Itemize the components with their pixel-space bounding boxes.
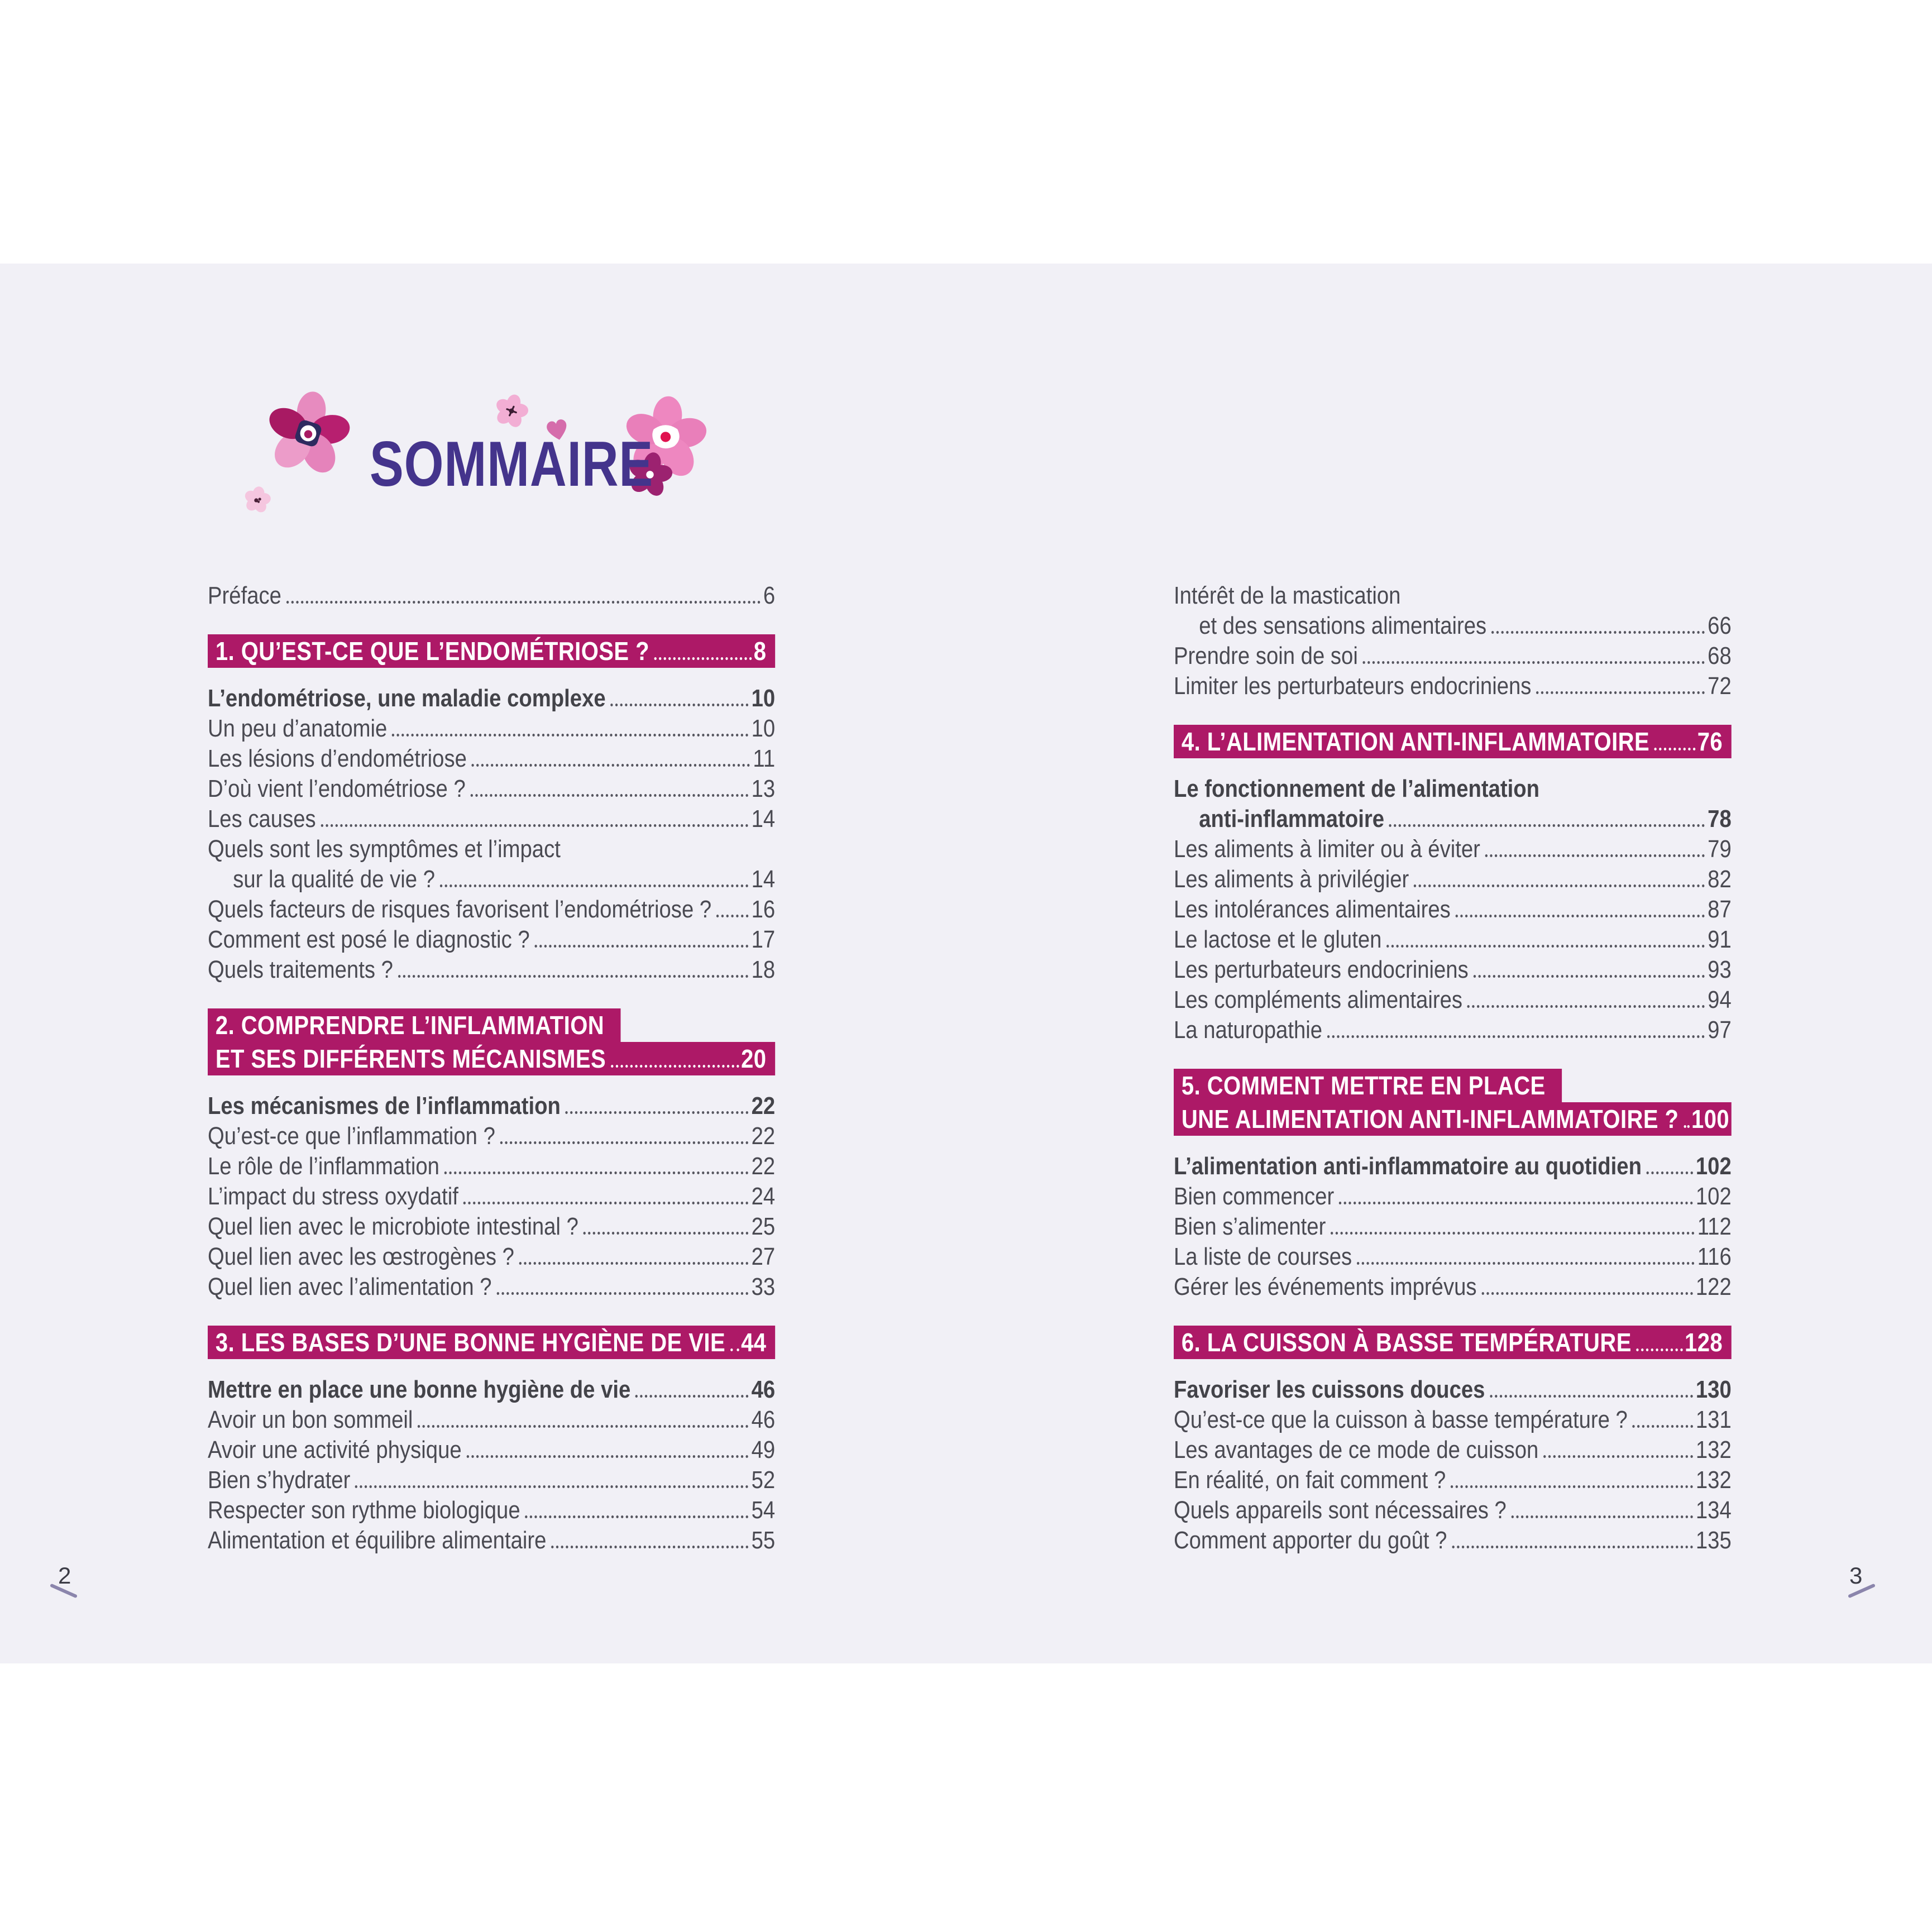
toc-section-label: UNE ALIMENTATION ANTI-INFLAMMATOIRE ? (1181, 1104, 1679, 1134)
toc-entry-page: 68 (1708, 642, 1732, 669)
toc-entry-label: Le lactose et le gluten (1174, 926, 1382, 953)
toc-entry-label: Quels sont les symptômes et l’impact (208, 835, 561, 863)
dot-leader (444, 1171, 749, 1174)
toc-entry-label: Les causes (208, 805, 316, 833)
toc-entry (1174, 640, 1732, 670)
toc-entry-page: 54 (751, 1496, 776, 1524)
dot-leader (1455, 915, 1704, 917)
toc-entry-page: 14 (751, 805, 776, 833)
toc-entry (1174, 1494, 1732, 1524)
toc-entry-page: 97 (1708, 1016, 1732, 1044)
dot-leader (525, 1515, 748, 1518)
dot-leader (534, 945, 748, 948)
corner-page-number-right: 3 (1849, 1562, 1863, 1589)
toc-entry-label: Favoriser les cuissons douces (1174, 1376, 1485, 1403)
toc-entry-page: 93 (1708, 956, 1732, 983)
dot-leader (1491, 631, 1705, 634)
dot-leader (1543, 1455, 1693, 1458)
toc-section-page: 76 (1697, 727, 1723, 756)
toc-entry-label: anti-inflammatoire (1199, 805, 1385, 833)
toc-entry (208, 833, 775, 863)
toc-entry (1174, 863, 1732, 893)
toc-entry-label: sur la qualité de vie ? (233, 865, 435, 893)
dot-leader (551, 1546, 748, 1548)
toc-entry-page: 94 (1708, 986, 1732, 1013)
dot-leader (1481, 1292, 1692, 1295)
toc-entry (208, 580, 775, 610)
toc-section-bar (208, 634, 775, 668)
toc-entry-page: 66 (1708, 612, 1732, 639)
toc-section-label: ET SES DIFFÉRENTS MÉCANISMES (215, 1044, 606, 1073)
dot-leader (286, 601, 761, 604)
toc-entry-label: L’endométriose, une maladie complexe (208, 685, 606, 712)
toc-section-bar (1174, 1102, 1732, 1136)
toc-entry (1174, 954, 1732, 984)
toc-entry-page: 18 (751, 956, 776, 983)
toc-entry-page: 46 (751, 1376, 776, 1403)
toc-entry-page: 25 (751, 1213, 776, 1240)
dot-leader (321, 824, 748, 827)
dot-leader (1637, 1348, 1683, 1351)
dot-leader (1414, 884, 1705, 887)
toc-entry-page: 14 (751, 865, 776, 893)
toc-entry-page: 49 (751, 1436, 776, 1464)
toc-entry-page: 135 (1695, 1527, 1732, 1554)
toc-entry (1174, 580, 1732, 610)
toc-entry-label: Avoir un bon sommeil (208, 1406, 413, 1433)
toc-section-label: 3. LES BASES D’UNE BONNE HYGIÈNE DE VIE (215, 1328, 726, 1357)
corner-page-number-left: 2 (58, 1562, 71, 1589)
toc-entry (208, 1494, 775, 1524)
toc-entry (1174, 610, 1732, 640)
toc-entry-label: Mettre en place une bonne hygiène de vie (208, 1376, 631, 1403)
toc-left-column (208, 580, 775, 1555)
toc-entry-page: 22 (751, 1152, 776, 1180)
toc-entry (1174, 1374, 1732, 1404)
toc-entry-page: 22 (751, 1122, 776, 1150)
toc-entry-label: Préface (208, 582, 281, 609)
dot-leader (610, 704, 748, 706)
toc-entry (208, 1090, 775, 1120)
toc-entry-page: 6 (763, 582, 776, 609)
toc-section-header (1174, 1326, 1732, 1359)
dot-leader (392, 734, 748, 737)
dot-leader (398, 975, 749, 978)
toc-entry-page: 13 (751, 775, 776, 802)
toc-entry (208, 1120, 775, 1150)
toc-entry (1174, 1014, 1732, 1044)
dot-leader (470, 794, 748, 797)
dot-leader (611, 1065, 739, 1068)
toc-entry-label: La liste de courses (1174, 1243, 1352, 1270)
toc-entry-page: 91 (1708, 926, 1732, 953)
toc-entry (208, 1241, 775, 1271)
toc-section-label: 4. L’ALIMENTATION ANTI-INFLAMMATOIRE (1181, 727, 1650, 756)
toc-entry-label: Quel lien avec l’alimentation ? (208, 1273, 492, 1300)
toc-entry-page: 78 (1708, 805, 1732, 833)
toc-entry-label: Qu’est-ce que la cuisson à basse température ? (1174, 1406, 1628, 1433)
toc-entry-label: Le rôle de l’inflammation (208, 1152, 439, 1180)
dot-leader (1357, 1262, 1695, 1265)
dot-leader (463, 1202, 749, 1204)
toc-entry-label: L’alimentation anti-inflammatoire au quotidien (1174, 1152, 1642, 1180)
toc-entry (208, 1464, 775, 1494)
dot-leader (1684, 1125, 1689, 1128)
toc-section-header (208, 634, 775, 668)
toc-entry-page: 10 (751, 715, 776, 742)
toc-section-bar (208, 1042, 775, 1075)
dot-leader (635, 1395, 748, 1398)
toc-entry-page: 130 (1695, 1376, 1732, 1403)
dot-leader (466, 1455, 748, 1458)
dot-leader (355, 1485, 748, 1488)
toc-entry-page: 102 (1695, 1183, 1732, 1210)
toc-entry-label: Prendre soin de soi (1174, 642, 1358, 669)
toc-section-label: 5. COMMENT METTRE EN PLACE (1181, 1071, 1546, 1100)
toc-entry (1174, 670, 1732, 700)
toc-entry-page: 55 (751, 1527, 776, 1554)
toc-entry-label: Gérer les événements imprévus (1174, 1273, 1477, 1300)
toc-entry (1174, 773, 1732, 803)
toc-entry-page: 46 (751, 1406, 776, 1433)
toc-entry (1174, 1150, 1732, 1180)
toc-entry (1174, 1434, 1732, 1464)
toc-entry (208, 1150, 775, 1180)
toc-entry-page: 112 (1697, 1213, 1732, 1240)
toc-entry-label: En réalité, on fait comment ? (1174, 1466, 1446, 1494)
toc-entry (1174, 1524, 1732, 1555)
toc-entry (1174, 833, 1732, 863)
toc-entry-page: 33 (751, 1273, 776, 1300)
toc-entry-label: Quels traitements ? (208, 956, 393, 983)
dot-leader (1536, 691, 1705, 694)
toc-entry-page: 134 (1695, 1496, 1732, 1524)
dot-leader (1363, 661, 1705, 664)
toc-section-bar (208, 1326, 775, 1359)
toc-section-label: 6. LA CUISSON À BASSE TEMPÉRATURE (1181, 1328, 1632, 1357)
dot-leader (1485, 854, 1705, 857)
toc-entry (208, 712, 775, 743)
toc-entry-label: Les aliments à privilégier (1174, 865, 1409, 893)
toc-section-page: 128 (1685, 1328, 1723, 1357)
toc-entry-label: Les lésions d’endométriose (208, 745, 467, 772)
dot-leader (1389, 824, 1705, 827)
toc-entry-page: 122 (1695, 1273, 1732, 1300)
dot-leader (654, 657, 752, 660)
toc-entry (208, 863, 775, 893)
toc-entry (1174, 1211, 1732, 1241)
toc-section-bar (208, 1008, 621, 1042)
dot-leader (1467, 1005, 1705, 1008)
toc-entry-label: Qu’est-ce que l’inflammation ? (208, 1122, 495, 1150)
toc-entry (208, 682, 775, 712)
toc-entry (1174, 1180, 1732, 1211)
toc-section-page: 8 (753, 637, 767, 666)
dot-leader (1452, 1546, 1693, 1548)
toc-entry-label: Bien s’alimenter (1174, 1213, 1326, 1240)
toc-entry-label: Bien commencer (1174, 1183, 1335, 1210)
toc-section-page: 20 (741, 1044, 767, 1073)
toc-entry (1174, 1241, 1732, 1271)
left-flower-icon (264, 389, 353, 478)
dot-leader (1512, 1515, 1693, 1518)
toc-entry (1174, 1464, 1732, 1494)
toc-entry-label: Les compléments alimentaires (1174, 986, 1463, 1013)
toc-entry-page: 87 (1708, 896, 1732, 923)
toc-entry-label: Alimentation et équilibre alimentaire (208, 1527, 547, 1554)
toc-section-page: 100 (1691, 1104, 1730, 1134)
toc-section-label: 2. COMPRENDRE L’INFLAMMATION (215, 1011, 605, 1040)
toc-entry-label: Comment apporter du goût ? (1174, 1527, 1447, 1554)
toc-entry-label: Un peu d’anatomie (208, 715, 388, 742)
toc-entry-label: Le fonctionnement de l’alimentation (1174, 775, 1540, 802)
dot-leader (584, 1232, 749, 1235)
dot-leader (519, 1262, 749, 1265)
toc-entry-page: 72 (1708, 672, 1732, 700)
dot-leader (1339, 1202, 1693, 1204)
toc-entry (208, 1404, 775, 1434)
dot-leader (1451, 1485, 1693, 1488)
toc-entry-page: 24 (751, 1183, 776, 1210)
toc-entry-page: 102 (1695, 1152, 1732, 1180)
dot-leader (440, 884, 749, 887)
toc-section-bar (1174, 1069, 1562, 1102)
toc-entry-page: 52 (751, 1466, 776, 1494)
toc-entry-label: Avoir une activité physique (208, 1436, 462, 1464)
page-title: SOMMAIRE (370, 429, 653, 500)
toc-entry (1174, 803, 1732, 833)
toc-entry-page: 116 (1697, 1243, 1732, 1270)
toc-entry-page: 82 (1708, 865, 1732, 893)
dot-leader (500, 1141, 749, 1144)
toc-entry-label: Quel lien avec les œstrogènes ? (208, 1243, 514, 1270)
toc-entry-label: D’où vient l’endométriose ? (208, 775, 466, 802)
toc-entry-label: Intérêt de la mastication (1174, 582, 1401, 609)
toc-entry (208, 1524, 775, 1555)
toc-entry-label: Quels facteurs de risques favorisent l’endométriose ? (208, 896, 712, 923)
toc-entry (1174, 1271, 1732, 1301)
toc-entry (208, 954, 775, 984)
toc-entry-page: 10 (751, 685, 776, 712)
toc-entry-page: 132 (1695, 1436, 1732, 1464)
dot-leader (1490, 1395, 1693, 1398)
toc-section-bar (1174, 1326, 1732, 1359)
toc-entry (208, 924, 775, 954)
dot-leader (1654, 748, 1695, 750)
toc-entry (1174, 924, 1732, 954)
toc-entry-page: 22 (751, 1092, 776, 1120)
toc-section-bar (1174, 725, 1732, 758)
toc-entry-label: et des sensations alimentaires (1199, 612, 1487, 639)
dot-leader (1473, 975, 1705, 978)
tiny-flower-icon (243, 485, 272, 514)
toc-entry-label: Les perturbateurs endocriniens (1174, 956, 1469, 983)
toc-entry-page: 131 (1695, 1406, 1732, 1433)
dot-leader (730, 1348, 739, 1351)
toc-entry-label: Respecter son rythme biologique (208, 1496, 520, 1524)
toc-entry (208, 803, 775, 833)
toc-entry (1174, 893, 1732, 924)
toc-entry-label: Les intolérances alimentaires (1174, 896, 1451, 923)
toc-entry (208, 743, 775, 773)
dot-leader (716, 915, 748, 917)
toc-section-label: 1. QU’EST-CE QUE L’ENDOMÉTRIOSE ? (215, 637, 649, 666)
dot-leader (1327, 1035, 1705, 1038)
toc-entry (208, 1374, 775, 1404)
toc-entry-label: Quel lien avec le microbiote intestinal ? (208, 1213, 578, 1240)
toc-entry (208, 773, 775, 803)
toc-section-header (208, 1326, 775, 1359)
toc-entry (208, 893, 775, 924)
toc-entry-label: Limiter les perturbateurs endocriniens (1174, 672, 1532, 700)
dot-leader (1386, 945, 1705, 948)
toc-entry (1174, 1404, 1732, 1434)
toc-right-column (1174, 580, 1732, 1555)
dot-leader (418, 1425, 748, 1428)
toc-entry-label: Les aliments à limiter ou à éviter (1174, 835, 1480, 863)
toc-entry-label: Quels appareils sont nécessaires ? (1174, 1496, 1507, 1524)
dot-leader (566, 1111, 749, 1114)
toc-section-header (1174, 1069, 1732, 1136)
dot-leader (1633, 1425, 1693, 1428)
toc-entry-page: 79 (1708, 835, 1732, 863)
toc-entry (208, 1180, 775, 1211)
toc-entry-label: Comment est posé le diagnostic ? (208, 926, 530, 953)
toc-entry-label: Bien s’hydrater (208, 1466, 351, 1494)
toc-entry (208, 1271, 775, 1301)
toc-entry-page: 132 (1695, 1466, 1732, 1494)
toc-entry-page: 16 (751, 896, 776, 923)
toc-entry-label: Les mécanismes de l’inflammation (208, 1092, 561, 1120)
toc-section-header (1174, 725, 1732, 758)
dot-leader (1647, 1171, 1693, 1174)
toc-entry-page: 17 (751, 926, 776, 953)
toc-section-page: 44 (741, 1328, 767, 1357)
toc-entry (208, 1211, 775, 1241)
toc-entry-label: L’impact du stress oxydatif (208, 1183, 458, 1210)
toc-entry-label: Les avantages de ce mode de cuisson (1174, 1436, 1539, 1464)
toc-entry (208, 1434, 775, 1464)
dot-leader (472, 764, 750, 767)
toc-entry-page: 27 (751, 1243, 776, 1270)
dot-leader (1331, 1232, 1694, 1235)
toc-entry (1174, 984, 1732, 1014)
toc-section-header (208, 1008, 775, 1075)
toc-entry-label: La naturopathie (1174, 1016, 1323, 1044)
dot-leader (496, 1292, 748, 1295)
toc-entry-page: 11 (753, 745, 776, 772)
small-flower-icon (494, 393, 529, 429)
